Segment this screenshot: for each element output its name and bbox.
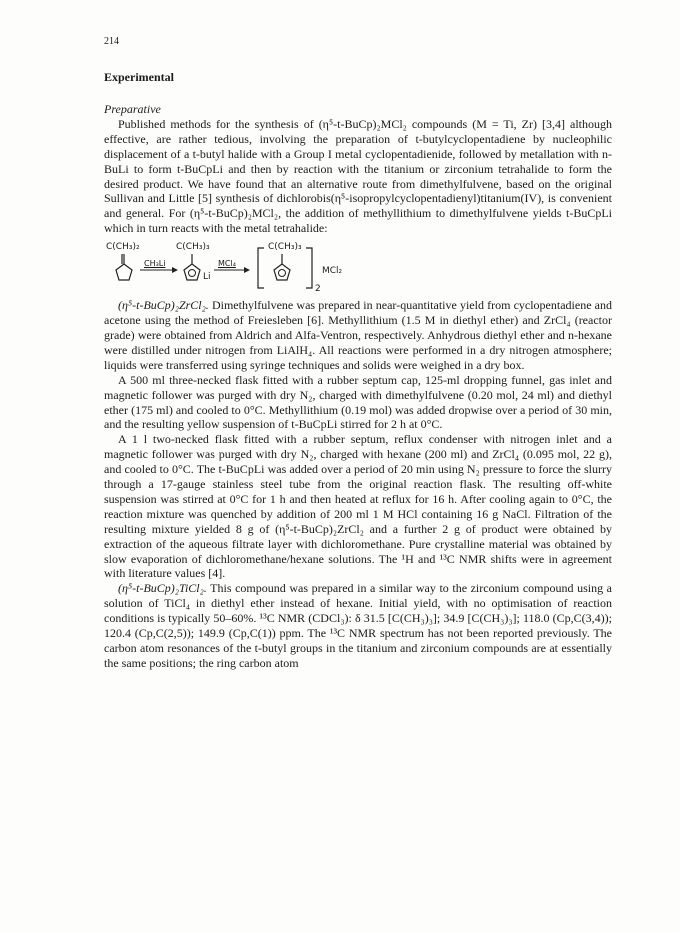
- lithium-label: Li: [203, 272, 211, 283]
- zirconium-compound-heading: (η⁵-t-BuCp)₂ZrCl₂.: [118, 298, 209, 313]
- bracket-tbutyl-label: C(CH₃)₃: [268, 242, 302, 253]
- zirconium-text: Dimethylfulvene was prepared in near-quantitative yield from cyclopentadiene and acetone using the method of Freiesleben [6]. Methyllithium (1.5 M in diethyl ether) and ZrCl₄ (reactor grade) were obtained from Aldrich and Alfa-Ventron, respectively. Anhydrous diethyl ether and n-hexane were distilled under nitrogen from LiAlH₄. All reactions were performed in a dry nitrogen atmosphere; liquids were transferred using syringe techniques and solids were weighed in a dry box.: [104, 298, 612, 372]
- paragraph-zirconium: [104, 298, 612, 373]
- paragraph-intro: Published methods for the synthesis of (η⁵-t-BuCp)₂MCl₂ compounds (M = Ti, Zr) [3,4] although effective, are rather tedious, involving the preparation of t-butylcyclopentadiene by nucleophilic displacement of a t-butyl halide with a Group I metal cyclopentadienide, followed by metallation with n-BuLi to form t-BuCpLi and then by reaction with the titanium or zirconium tetrahalide to form the desired product. We have found that an alternative route from dimethylfulvene, based on the original Sullivan and Little [5] synthesis of dichlorobis(η⁵-isopropylcyclopentadienyl)titanium(IV), is convenient and general. For (η⁵-t-BuCp)₂MCl₂, the addition of methyllithium to dimethylfulvene yields t-BuCpLi which in turn reacts with the metal tetrahalide:: [104, 116, 612, 236]
- body-text: [104, 102, 612, 671]
- subsection-title: Preparative: [104, 102, 161, 116]
- fulvene-label: C(CH₃)₂: [106, 242, 140, 253]
- arrow-icon-2: [244, 267, 250, 273]
- product-label: MCl₂: [322, 266, 343, 277]
- cyclopentadienyl-ring-icon: [184, 264, 200, 280]
- section-title: Experimental: [104, 70, 174, 84]
- reaction-scheme: [104, 240, 612, 295]
- fulvene-ring-icon: [116, 264, 132, 280]
- page-number: 214: [104, 36, 119, 47]
- paragraph-flask: A 500 ml three-necked flask fitted with a rubber septum cap, 125-ml dropping funnel, gas inlet and magnetic follower was purged with dry N₂, charged with dimethylfulvene (0.20 mol, 24 ml) and diethyl ether (175 ml) and cooled to 0°C. Methyllithium (0.19 mol) was added dropwise over a period of 30 min, and the resulting yellow suspension of t-BuCpLi stirred for 2 h at 0°C.: [104, 372, 612, 432]
- titanium-text: This compound was prepared in a similar way to the zirconium compound using a solution of TiCl₄ in diethyl ether instead of hexane. Initial yield, with no optimisation of reaction conditions is typically 50–60%. ¹³C NMR (CDCl₃): δ 31.5 [C(CH₃)₃]; 34.9 [C(CH₃)₃]; 118.0 (Cp,C(3,4)); 120.4 (Cp,C(2,5)); 149.9 (Cp,C(1)) ppm. The ¹³C NMR spectrum has not been reported previously. The carbon atom resonances of the t-butyl groups in the titanium and zirconium compounds are at essentially the same positions; the ring carbon atom: [104, 581, 612, 670]
- paragraph-second-flask: A 1 l two-necked flask fitted with a rubber septum, reflux condenser with nitrogen inlet and a magnetic follower was purged with dry N₂, charged with hexane (200 ml) and ZrCl₄ (0.095 mol, 22 g), and cooled to 0°C. The t-BuCpLi was added over a period of 20 min using N₂ pressure to force the slurry through a 17-gauge stainless steel tube from the original reaction flask. The resulting off-white suspension was stirred at 0°C for 1 h and then heated at reflux for 16 h. After cooling again to 0°C, the reaction mixture was quenched by addition of 200 ml 1 M HCl containing 16 g NaCl. Filtration of the resulting mixture yielded 8 g of (η⁵-t-BuCp)₂ZrCl₂ and a further 2 g of product were obtained by extraction of the aqueous filtrate layer with dichloromethane. Pure crystalline material was obtained by slow evaporation of dichloromethane/hexane solutions. The ¹H and ¹³C NMR shifts were in agreement with literature values [4].: [104, 432, 612, 581]
- tbutyl-label: C(CH₃)₃: [176, 242, 210, 253]
- reagent-methyllithium: CH₃Li: [144, 259, 166, 269]
- bracket-subscript: 2: [315, 284, 321, 295]
- paragraph-titanium: [104, 581, 612, 670]
- right-bracket-icon: [306, 248, 312, 288]
- titanium-compound-heading: (η⁵-t-BuCp)₂TiCl₂.: [118, 581, 207, 596]
- left-bracket-icon: [258, 248, 264, 288]
- arrow-icon: [172, 267, 178, 273]
- reagent-metal-tetrahalide: MCl₄: [218, 259, 236, 269]
- cyclopentadienyl-ring-icon-2: [274, 264, 290, 280]
